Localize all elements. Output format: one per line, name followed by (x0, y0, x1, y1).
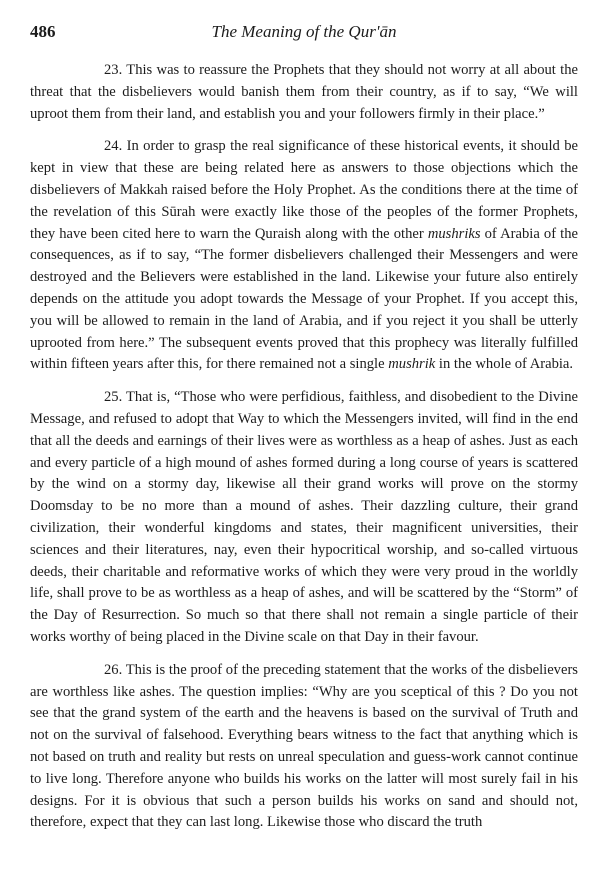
body-text (30, 60, 578, 834)
page-header (30, 22, 578, 46)
text-run: in the whole of Arabia. (435, 356, 574, 373)
text-run: 25. That is, “Those who were perfidious, faithless, and disobedient to the Divine Message, and refused to adopt that Way to which the Messengers invited, will find in the end that all the deeds and earnings of their lives were as worthless as a heap of ashes. Just as each and every particle of a high mound of ashes formed during a long course of years is scattered by the wind on a stormy day, likewise all their grand works will prove on the stormy Doomsday to be no more than a mound of ashes. Their dazzling culture, their grand civilization, their wonderful kingdoms and states, their magnificent universities, their sciences and their literatures, nay, even their hypocritical worship, and so-called virtuous deeds, their charitable and reformative works of which they were very proud in the worldly life, shall prove to be as worthless as a heap of ashes, and will be scattered by the “Storm” of the Day of Resurrection. So much so that there shall not remain a single particle of their works worthy of being placed in the Divine scale on that Day in their favour. (30, 389, 578, 645)
document-page (30, 22, 578, 845)
note-26 (30, 660, 578, 834)
text-run: 24. In order to grasp the real significance of these historical events, it should be kept in view that these are being related here as answers to those objections which the disbelievers of Makkah raised before the Holy Prophet. As the conditions there at the time of the revelation of this Sūrah were exactly like those of the peoples of the former Prophets, they have been cited here to warn the Quraish along with the other (30, 138, 578, 242)
note-23 (30, 60, 578, 125)
text-run: of Arabia of the consequences, as if to say, “The former disbelievers challenged their Messengers and were destroyed and the Believers were established in the land. Likewise your future also entirely depends on the attitude you adopt towards the Message of your Prophet. If you accept this, you will be allowed to remain in the land of Arabia, and if you reject it you shall be utterly uprooted from here.” The subsequent events proved that this prophecy was literally fulfilled within fifteen years after this, for there remained not a single (30, 225, 578, 373)
italic-term: mushriks (427, 225, 481, 242)
text-run: 26. This is the proof of the preceding statement that the works of the disbelievers are worthless like ashes. The question implies: “Why are you sceptical of this ? Do you not see that the grand system of the earth and the heavens is based on the survival of Truth and not on the survival of falsehood. Everything bears witness to the fact that anything which is not based on truth and reality but rests on unreal speculation and guess-work cannot continue to live long. Therefore anyone who builds his works on the latter will most surely fail in his designs. For it is obvious that such a person builds his works on sand and should not, therefore, expect that they can last long. Likewise those who discard the truth (30, 661, 578, 831)
italic-term: mushrik (388, 356, 436, 373)
running-title: The Meaning of the Qur'ān (211, 22, 397, 41)
text-run: 23. This was to reassure the Prophets that they should not worry at all about the threat that the disbelievers would banish them from their country, as if to say, “We will uproot them from their land, and establish you and your followers firmly in their place.” (30, 62, 578, 122)
note-24 (30, 136, 578, 376)
page-number: 486 (30, 22, 56, 41)
note-25 (30, 387, 578, 649)
